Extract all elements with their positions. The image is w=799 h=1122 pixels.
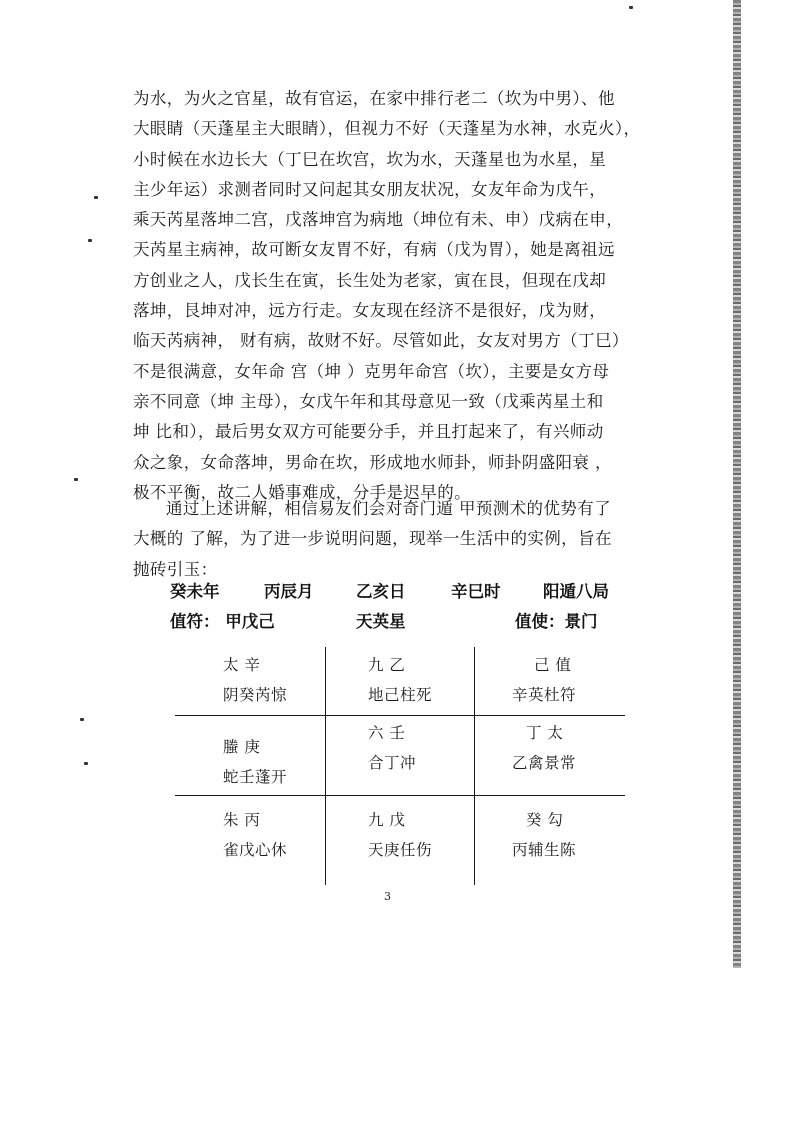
palace-cell — [368, 650, 432, 710]
palace-cell-bottom: 天庚任伤 — [368, 841, 433, 859]
palace-cell-bottom: 雀戊心休 — [223, 841, 288, 859]
palace-cell — [512, 805, 576, 865]
text-line: 极不平衡，故二人婚事难成，分手是迟早的。 — [133, 482, 471, 502]
scan-speck — [84, 762, 88, 765]
hour-pillar: 辛巳时 — [451, 582, 501, 601]
scan-speck — [629, 6, 633, 9]
scan-speck — [88, 239, 92, 242]
palace-cell-bottom: 阴癸芮惊 — [223, 686, 288, 704]
palace-cell-top: 朱 丙 — [223, 811, 261, 829]
palace-cell-top: 九 乙 — [368, 656, 406, 674]
palace-cell-top: 太 辛 — [223, 656, 261, 674]
grid-horizontal-line — [175, 715, 625, 716]
text-line: 亲不同意（坤 主母），女戊午年和其母意见一致（戊乘芮星土和 — [133, 391, 604, 411]
palace-cell-bottom: 蛇壬蓬开 — [223, 768, 288, 786]
text-line: 坤 比和），最后男女双方可能要分手，并且打起来了，有兴师动 — [133, 422, 604, 442]
day-pillar: 乙亥日 — [356, 582, 406, 601]
body-paragraph-1 — [133, 84, 653, 508]
palace-cell-bottom: 乙禽景常 — [512, 754, 577, 772]
palace-cell-top: 癸 勾 — [526, 811, 564, 829]
grid-vertical-line — [325, 647, 326, 885]
zhishi-label: 值使：景门 — [515, 612, 598, 631]
text-line: 大概的 了解，为了进一步说明问题，现举一生活中的实例，旨在 — [133, 529, 612, 549]
scan-speck — [94, 196, 98, 199]
grid-horizontal-line — [175, 795, 625, 796]
palace-cell — [512, 650, 576, 710]
text-line: 主少年运）求测者同时又问起其女朋友状况，女友年命为戊午， — [133, 179, 607, 199]
star-label: 天英星 — [356, 612, 406, 631]
page-number: 3 — [384, 890, 391, 903]
palace-cell-bottom: 地己柱死 — [368, 686, 433, 704]
palace-cell-bottom: 丙辅生陈 — [512, 841, 577, 859]
palace-cell-top: 六 壬 — [368, 724, 406, 742]
text-line: 天芮星主病神，故可断女友胃不好，有病（戊为胃），她是离祖远 — [133, 240, 615, 260]
palace-cell-bottom: 合丁冲 — [368, 754, 417, 772]
ju-label: 阳遁八局 — [543, 582, 609, 601]
month-pillar: 丙辰月 — [264, 582, 314, 601]
text-line: 众之象，女命落坤，男命在坎，形成地水师卦，师卦阴盛阳衰 ， — [133, 452, 612, 472]
zhifu-label: 值符： 甲戊己 — [170, 612, 275, 631]
palace-cell-top: 九 戊 — [368, 811, 406, 829]
palace-cell — [223, 732, 287, 792]
text-line: 通过上述讲解，相信易友们会对奇门遁 甲预测术的优势有了 — [166, 499, 612, 518]
palace-cell — [223, 650, 287, 710]
grid-vertical-line — [474, 647, 475, 885]
text-line: 不是很满意，女年命 宫（坤 ）克男年命宫（坎），主要是女方母 — [133, 361, 610, 381]
palace-cell — [512, 718, 576, 778]
palace-cell-top: 螣 庚 — [223, 738, 261, 756]
text-line: 临天芮病神， 财有病，故财不好。尽管如此，女友对男方（丁巳） — [133, 331, 629, 351]
scan-speck — [74, 478, 78, 481]
text-line: 小时候在水边长大（丁巳在坎宫，坎为水，天蓬星也为水星，星 — [133, 149, 607, 169]
palace-cell — [223, 805, 287, 865]
palace-cell-top: 己 值 — [534, 656, 572, 674]
palace-cell — [368, 805, 432, 865]
palace-cell-top: 丁 太 — [526, 724, 564, 742]
year-pillar: 癸未年 — [170, 582, 220, 601]
text-line: 落坤，艮坤对冲，远方行走。女友现在经济不是很好，戊为财， — [133, 301, 607, 321]
text-line: 为水，为火之官星，故有官运，在家中排行老二（坎为中男）、他 — [133, 89, 615, 108]
palace-cell-bottom: 辛英杜符 — [512, 686, 577, 704]
scan-speck — [80, 718, 84, 721]
palace-cell — [368, 718, 416, 778]
scan-edge-shadow — [733, 0, 741, 968]
text-line: 抛砖引玉： — [133, 559, 218, 579]
body-paragraph-2 — [133, 494, 653, 585]
text-line: 大眼睛（天蓬星主大眼睛），但视力不好（天蓬星为水神，水克火）， — [133, 119, 641, 139]
text-line: 乘天芮星落坤二宫，戊落坤宫为病地（坤位有未、申）戊病在申， — [133, 210, 624, 230]
text-line: 方创业之人，戊长生在寅，长生处为老家，寅在艮，但现在戊却 — [133, 270, 607, 290]
